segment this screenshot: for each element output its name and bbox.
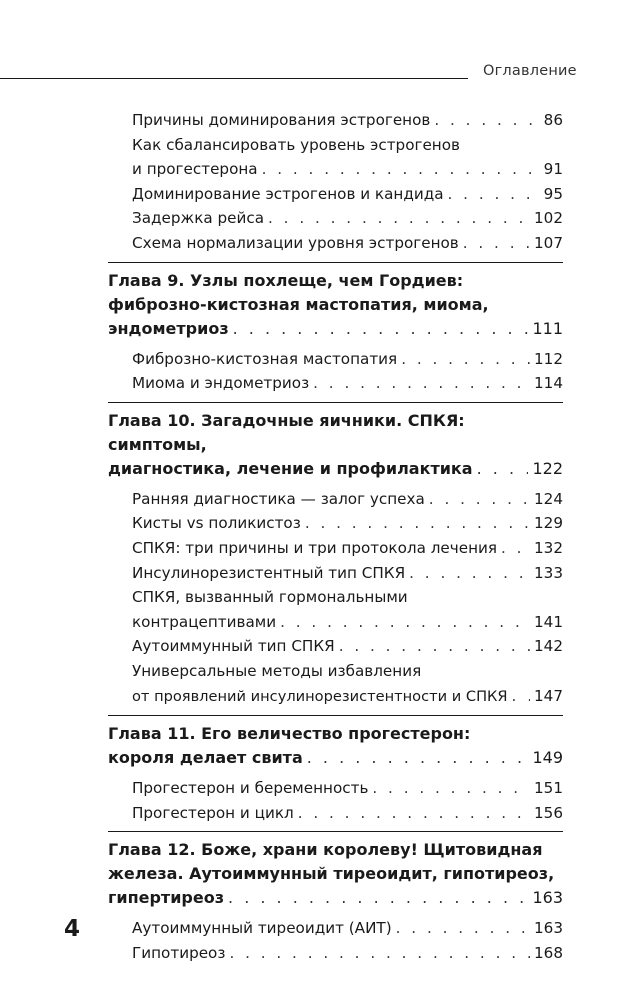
entry-title-line: от проявлений инсулинорезистентности и СПКЯ xyxy=(132,687,508,705)
chapter-title-line: короля делает свита xyxy=(108,748,303,768)
chapter-page: 111 xyxy=(532,318,563,338)
entry-page: 114 xyxy=(534,374,563,393)
toc-entry[interactable] xyxy=(132,231,563,256)
entry-page: 112 xyxy=(534,349,563,368)
leader-dots xyxy=(372,776,530,801)
chapter-number: Глава 10. xyxy=(108,410,196,430)
chapter-number: Глава 11. xyxy=(108,724,196,744)
leader-dots xyxy=(448,182,540,207)
table-of-contents xyxy=(108,108,563,965)
entry-title: Прогестерон и беременность xyxy=(132,779,369,798)
entry-page: 151 xyxy=(534,779,563,798)
entry-page: 86 xyxy=(543,111,563,129)
entry-page: 95 xyxy=(543,184,563,203)
chapter-11 xyxy=(108,715,563,825)
entry-title: СПКЯ: три причины и три протокола лечения xyxy=(132,538,498,557)
leader-dots xyxy=(229,941,530,966)
toc-entry[interactable] xyxy=(132,941,563,966)
entry-page: 107 xyxy=(534,233,563,252)
entry-title: Аутоиммунный тиреоидит (АИТ) xyxy=(132,919,392,938)
entry-title: Прогестерон и цикл xyxy=(132,803,294,822)
toc-entry[interactable] xyxy=(132,634,563,659)
chapter-heading[interactable] xyxy=(108,269,563,341)
leader-dots xyxy=(409,561,530,586)
entry-title: Аутоиммунный тип СПКЯ xyxy=(132,637,335,656)
entry-title: Задержка рейса xyxy=(132,209,265,228)
chapter-title-line: железа. Аутоиммунный тиреоидит, гипотиреоз, xyxy=(108,864,555,884)
leader-dots xyxy=(305,511,530,536)
toc-entry[interactable] xyxy=(132,347,563,372)
chapter-heading[interactable] xyxy=(108,838,563,910)
toc-entry[interactable] xyxy=(132,511,563,536)
pre-section xyxy=(108,108,563,256)
entry-page: 147 xyxy=(534,686,563,705)
running-title: Оглавление xyxy=(483,63,577,79)
chapter-heading[interactable] xyxy=(108,722,563,770)
chapter-heading[interactable] xyxy=(108,409,563,481)
entry-title-line: контрацептивами xyxy=(132,612,277,631)
toc-entry[interactable] xyxy=(132,776,563,801)
entry-title: Инсулинорезистентный тип СПКЯ xyxy=(132,563,406,582)
entry-title: Кисты vs поликистоз xyxy=(132,514,301,533)
chapter-title-line: Узлы похлеще, чем Гордиев: xyxy=(190,270,464,290)
entry-page: 163 xyxy=(534,919,563,938)
entry-title: Причины доминирования эстрогенов xyxy=(132,111,431,129)
header-rule xyxy=(0,78,468,79)
entry-title: Миома и эндометриоз xyxy=(132,374,310,393)
leader-dots xyxy=(477,457,529,481)
leader-dots xyxy=(298,801,530,826)
toc-entry-multiline[interactable] xyxy=(132,133,563,182)
chapter-title-line: фиброзно-кистозная мастопатия, миома, xyxy=(108,294,489,314)
toc-entry[interactable] xyxy=(132,561,563,586)
chapter-title-line: диагностика, лечение и профилактика xyxy=(108,458,473,478)
chapter-page: 163 xyxy=(532,888,563,908)
entry-page: 156 xyxy=(534,803,563,822)
entry-title-line: СПКЯ, вызванный гормональными xyxy=(132,588,408,607)
toc-entry-multiline[interactable] xyxy=(132,659,563,709)
entry-page: 91 xyxy=(543,160,563,179)
entry-page: 142 xyxy=(534,637,563,656)
toc-entry[interactable] xyxy=(132,371,563,396)
toc-entry[interactable] xyxy=(132,108,563,133)
entry-page: 102 xyxy=(534,209,563,228)
toc-entry[interactable] xyxy=(132,487,563,512)
leader-dots xyxy=(434,108,539,133)
leader-dots xyxy=(463,231,530,256)
leader-dots xyxy=(307,746,529,770)
chapter-page: 122 xyxy=(532,458,563,478)
entry-title-line: Как сбалансировать уровень эстрогенов xyxy=(132,135,460,154)
leader-dots xyxy=(268,206,530,231)
entry-page: 132 xyxy=(534,538,563,557)
chapter-12 xyxy=(108,831,563,965)
chapter-title-line: Боже, храни королеву! Щитовидная xyxy=(201,840,543,860)
entry-title: Гипотиреоз xyxy=(132,943,226,962)
chapter-page: 149 xyxy=(532,748,563,768)
chapter-9 xyxy=(108,262,563,396)
entry-title: Доминирование эстрогенов и кандида xyxy=(132,184,444,203)
entry-page: 129 xyxy=(534,514,563,533)
toc-entry[interactable] xyxy=(132,182,563,207)
chapter-10 xyxy=(108,402,563,709)
chapter-title-line: гипертиреоз xyxy=(108,888,225,908)
entry-title: Схема нормализации уровня эстрогенов xyxy=(132,233,459,252)
leader-dots xyxy=(429,487,530,512)
page-number: 4 xyxy=(64,916,81,942)
chapter-number: Глава 9. xyxy=(108,270,185,290)
entry-title: Ранняя диагностика — залог успеха xyxy=(132,489,425,508)
leader-dots xyxy=(233,317,529,341)
leader-dots xyxy=(228,886,528,910)
toc-entry[interactable] xyxy=(132,536,563,561)
leader-dots xyxy=(262,157,540,182)
leader-dots xyxy=(501,536,530,561)
toc-entry[interactable] xyxy=(132,916,563,941)
leader-dots xyxy=(396,916,530,941)
chapter-number: Глава 12. xyxy=(108,840,196,860)
entry-title: Фиброзно-кистозная мастопатия xyxy=(132,349,398,368)
entry-page: 168 xyxy=(534,943,563,962)
leader-dots xyxy=(401,347,530,372)
toc-entry-multiline[interactable] xyxy=(132,585,563,634)
toc-entry[interactable] xyxy=(132,206,563,231)
entry-title-line: и прогестерона xyxy=(132,160,258,179)
leader-dots xyxy=(339,634,530,659)
toc-entry[interactable] xyxy=(132,801,563,826)
leader-dots xyxy=(280,610,530,635)
chapter-title-line: эндометриоз xyxy=(108,318,229,338)
leader-dots xyxy=(313,371,530,396)
entry-page: 133 xyxy=(534,563,563,582)
chapter-title-line: Загадочные яичники. СПКЯ: симптомы, xyxy=(108,410,465,454)
chapter-title-line: Его величество прогестерон: xyxy=(201,724,471,744)
entry-page: 141 xyxy=(534,612,563,631)
entry-page: 124 xyxy=(534,489,563,508)
entry-title-line: Универсальные методы избавления xyxy=(132,661,422,680)
leader-dots xyxy=(512,684,530,709)
